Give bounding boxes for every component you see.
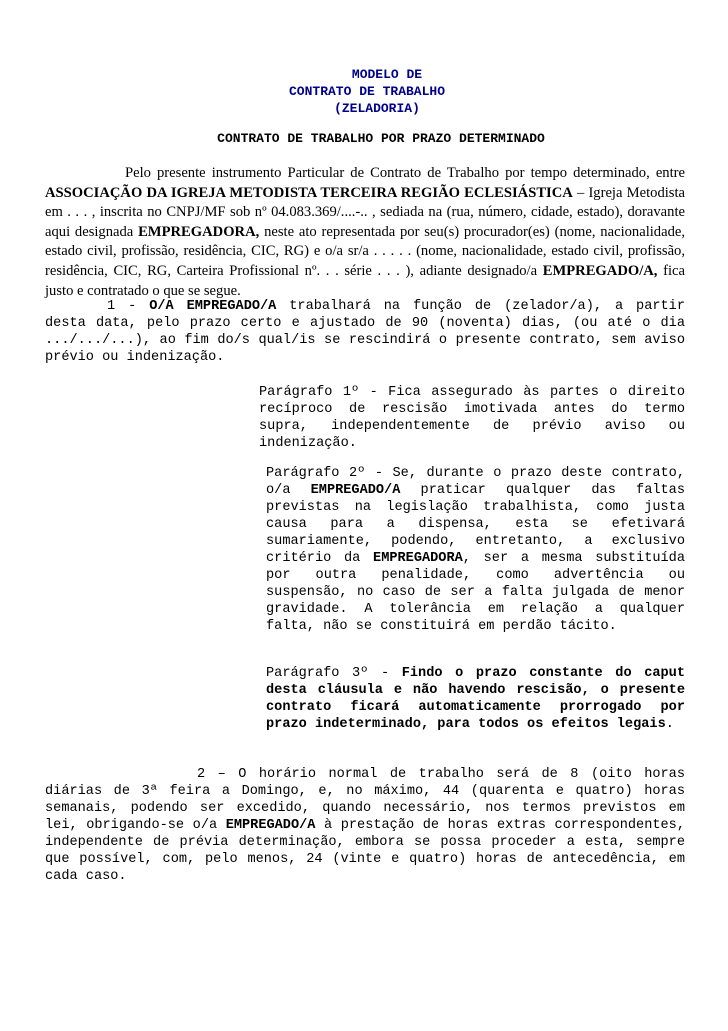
intro-text-2: – Igreja Metodista em . . . , inscrita no CNPJ/MF sob nº 04.083.369/....-.. , sediada na (rua, número, cidade, estado), doravante aqui designada <box>45 184 686 240</box>
paragraph-2-text-2: praticar qualquer das faltas previstas na legislação trabalhista, como justa causa para a dispensa, esta se efetivará sumariamente, podendo, entretanto, a exclusivo critério da <box>266 483 685 566</box>
paragraph-1 <box>259 384 685 452</box>
clause-2 <box>45 766 685 885</box>
clause-1-text: trabalhará na função de (zelador/a), a partir desta data, pelo prazo certo e ajustado de 90 (noventa) dias, (ou até o dia .../.../...), ao fim do/s qual/is se rescindirá o presente contrato, sem aviso prévio ou indenização. <box>45 299 685 365</box>
paragraph-2-text-1: Parágrafo 2º - Se, durante o prazo deste contrato, o/a <box>266 466 685 498</box>
paragraph-3-text-2: . <box>665 717 674 732</box>
header-line-2: CONTRATO DE TRABALHO <box>288 84 446 99</box>
document-subtitle: CONTRATO DE TRABALHO POR PRAZO DETERMINADO <box>217 131 545 146</box>
intro-employer-name: ASSOCIAÇÃO DA IGREJA METODISTA TERCEIRA REGIÃO ECLESIÁSTICA <box>45 184 573 201</box>
clause-1 <box>45 298 685 366</box>
paragraph-3-text-1: Parágrafo 3º - <box>266 666 402 681</box>
intro-paragraph <box>45 164 685 301</box>
paragraph-2-text-3: , ser a mesma substituída por outra penalidade, como advertência ou suspensão, no caso de ser a falta julgada de menor gravidade. A tolerância em relação a qualquer falta, não se constituirá em perdão tácito. <box>266 551 685 634</box>
intro-text-3: neste ato representada por seu(s) procurador(es) (nome, nacionalidade, estado civil, profissão, residência, CIC, RG) e o/a sr/a . . . . . (nome, nacionalidade, estado civil, profissão, residência, CIC, RG, Carteira Profissional nº. . . série . . . ), adiante designado/a <box>45 223 685 279</box>
intro-text-4: fica justo e contratado o que se segue. <box>45 262 685 299</box>
intro-employer-term: EMPREGADORA, <box>138 223 260 240</box>
paragraph-2-employee: EMPREGADO/A <box>310 483 401 498</box>
clause-1-number: 1 - <box>107 299 150 314</box>
clause-2-text-2: à prestação de horas extras correspondentes, independente de prévia determinação, embora se possa proceder a esta, sempre que possível, com, pelo menos, 24 (vinte e quatro) horas de antecedência, em cada caso. <box>45 818 685 884</box>
clause-1-employee: O/A EMPREGADO/A <box>149 299 277 314</box>
header-line-3: (ZELADORIA) <box>334 101 420 116</box>
intro-text-1: Pelo presente instrumento Particular de Contrato de Trabalho por tempo determinado, entre <box>125 165 685 181</box>
paragraph-2 <box>266 465 685 635</box>
paragraph-3 <box>266 665 685 733</box>
intro-employee-term: EMPREGADO/A, <box>542 262 658 279</box>
paragraph-1-text: Parágrafo 1º - Fica assegurado às partes o direito recíproco de rescisão imotivada antes do termo supra, independentemente de prévio aviso ou indenização. <box>259 385 685 451</box>
paragraph-2-employer: EMPREGADORA <box>373 551 463 566</box>
clause-2-employee: EMPREGADO/A <box>225 818 316 833</box>
clause-2-text-1: 2 – O horário normal de trabalho será de 8 (oito horas diárias de 3ª feira a Domingo, e, no máximo, 44 (quarenta e quatro) horas semanais, podendo ser excedido, quando necessário, nos termos previstos em lei, obrigando-se o/a <box>45 767 685 833</box>
paragraph-3-bold-text: Findo o prazo constante do caput desta cláusula e não havendo rescisão, o presente contrato ficará automaticamente prorrogado por prazo indeterminado, para todos os efeitos legais <box>266 666 685 732</box>
header-line-1: MODELO DE <box>351 67 423 82</box>
